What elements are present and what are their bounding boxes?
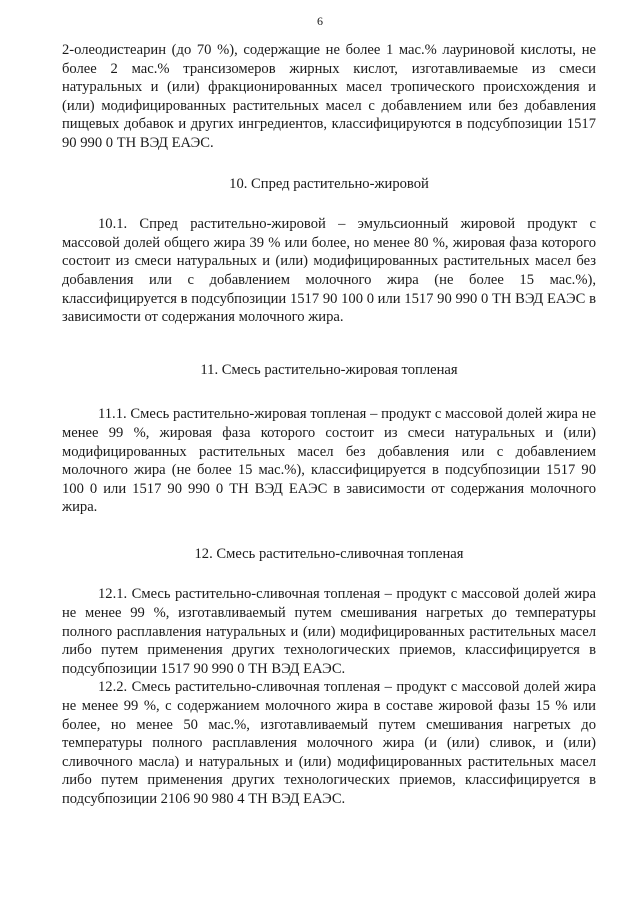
section-heading-11: 11. Смесь растительно-жировая топленая: [200, 361, 458, 378]
paragraph-intro: 2-олеодистеарин (до 70 %), содержащие не более 1 мас.% лауриновой кислоты, не более 2 мас.% трансизомеров жирных кислот, изготавливаемые из смеси натуральных и (или) фракционированных масел тропического происхождения и (или) модифицированных растительных масел с добавлением или без добавления пищевых добавок и других ингредиентов, классифицируются в подсубпозиции 1517 90 990 0 ТН ВЭД ЕАЭС.: [62, 42, 596, 151]
paragraph-12-1: 12.1. Смесь растительно-сливочная топленая – продукт с массовой долей жира не менее 99 %, изготавливаемый путем смешивания нагретых до температуры полного расплавления натуральных и (или) модифицированных растительных масел либо путем применения других технологических приемов, классифицируется в подсубпозиции 1517 90 990 0 ТН ВЭД ЕАЭС.: [62, 586, 596, 677]
section-heading-10: 10. Спред растительно-жировой: [229, 175, 429, 192]
paragraph-10-1: 10.1. Спред растительно-жировой – эмульсионный жировой продукт с массовой долей общего жира 39 % или более, но менее 80 %, жировая фаза которого состоит из смеси натуральных и (или) модифицированных растительных масел без добавления или с добавлением молочного жира (не более 15 мас.%), классифицируется в подсубпозиции 1517 90 100 0 или 1517 90 990 0 ТН ВЭД ЕАЭС в зависимости от содержания молочного жира.: [62, 216, 596, 326]
page-number: 6: [317, 14, 323, 28]
paragraph-11-1: 11.1. Смесь растительно-жировая топленая – продукт с массовой долей жира не менее 99 %, жировая фаза которого состоит из смеси натуральных и (или) модифицированных растительных масел без добавления или с добавлением молочного жира (не более 15 мас.%), классифицируется в подсубпозиции 1517 90 100 0 или 1517 90 990 0 ТН ВЭД ЕАЭС в зависимости от содержания молочного жира.: [62, 406, 596, 516]
section-heading-12: 12. Смесь растительно-сливочная топленая: [194, 545, 464, 562]
paragraph-12-2: 12.2. Смесь растительно-сливочная топленая – продукт с массовой долей жира не менее 99 %, с содержанием молочного жира в составе жировой фазы 15 % или более, но менее 50 мас.%, изготавливаемый путем смешивания нагретых до температуры полного расплавления молочного жира (и (или) сливок, и (или) сливочного масла) и натуральных и (или) модифицированных растительных масел либо путем применения других технологических приемов, классифицируется в подсубпозиции 2106 90 980 4 ТН ВЭД ЕАЭС.: [62, 679, 596, 807]
document-body: [62, 41, 596, 809]
